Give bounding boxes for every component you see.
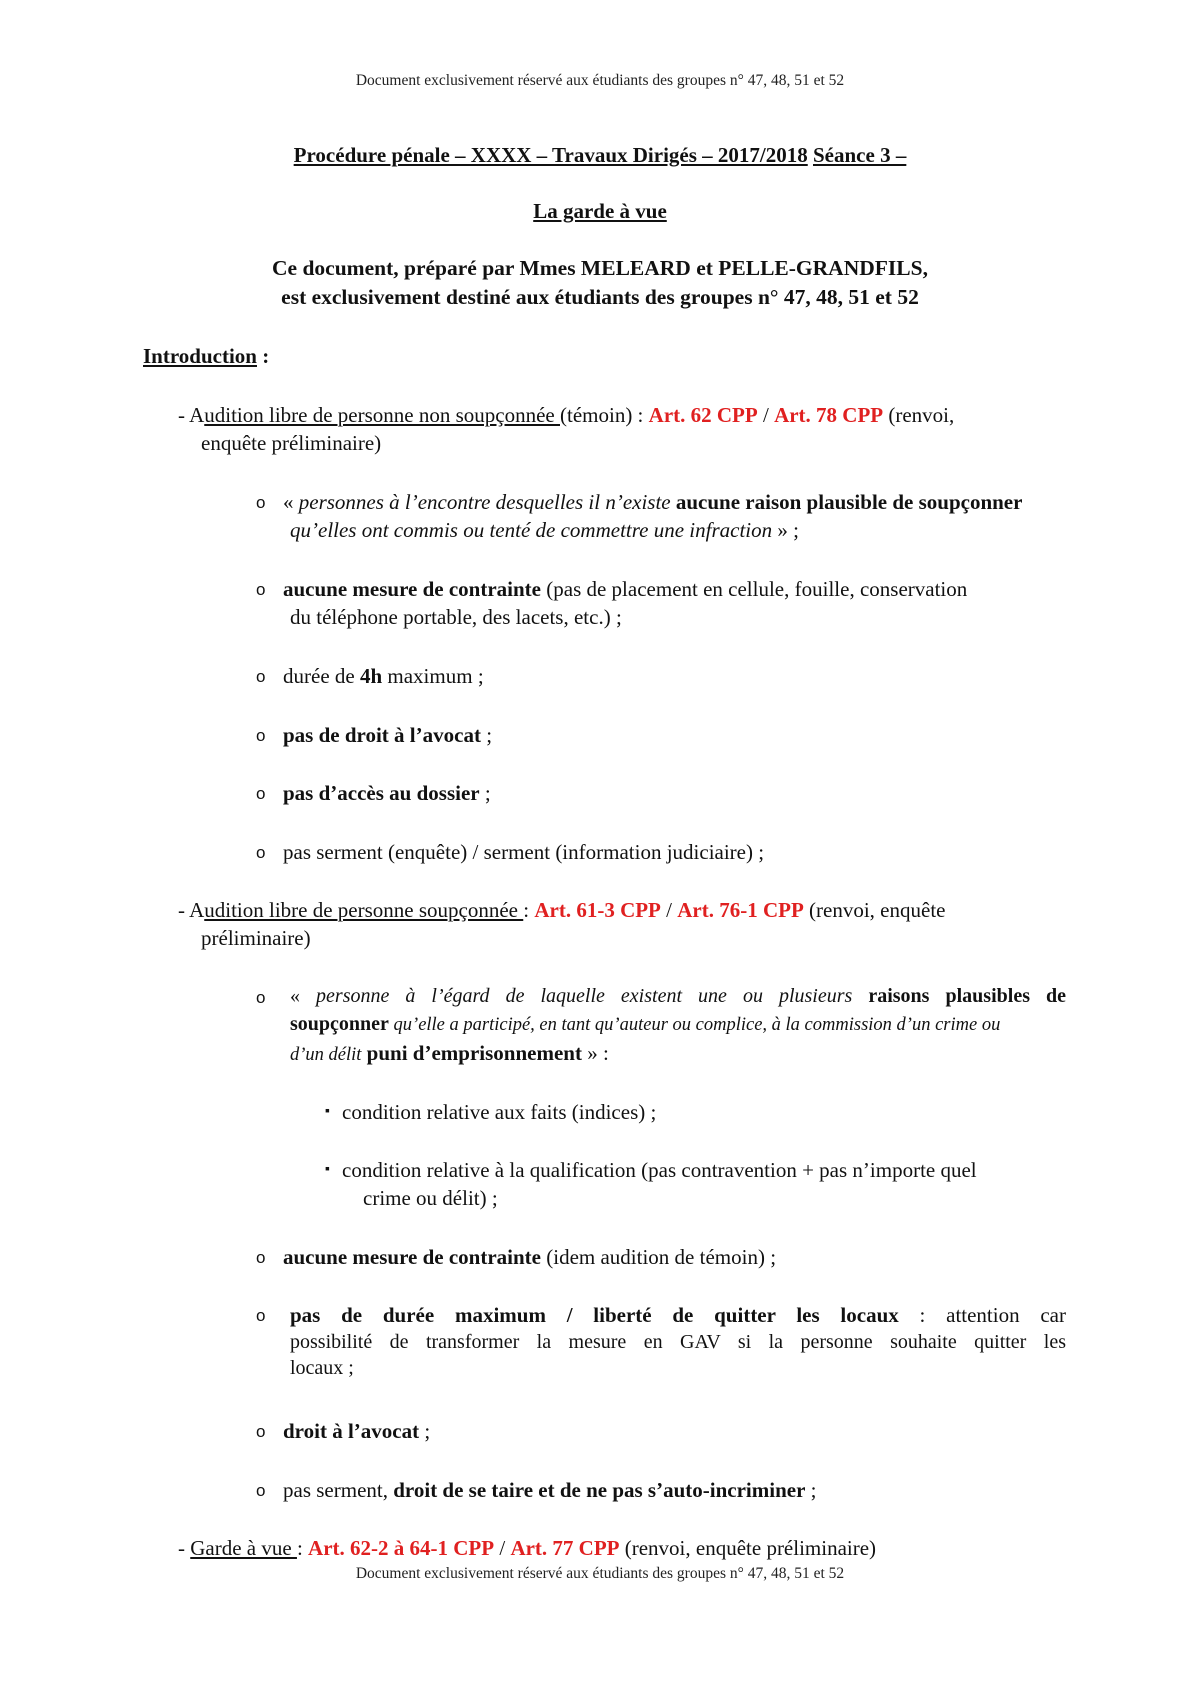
section-3-heading: - Garde à vue : Art. 62-2 à 64-1 CPP / Art. 77 CPP (renvoi, enquête préliminaire) xyxy=(178,1536,877,1560)
article-link: Art. 76-1 CPP xyxy=(677,898,804,922)
page-footer: Document exclusivement réservé aux étudiants des groupes n° 47, 48, 51 et 52 xyxy=(355,1565,845,1582)
document-subtitle: La garde à vue xyxy=(533,199,667,223)
list-item: o pas de durée maximum / liberté de quitter les locaux : attention car possibilité de transformer la mesure en GAV si la personne souhaite quitter les locaux ; xyxy=(256,1303,1066,1379)
circle-bullet-icon: o xyxy=(256,1481,266,1500)
square-bullet-icon: ▪ xyxy=(325,1104,330,1119)
list-item: o durée de 4h maximum ; xyxy=(256,664,484,688)
section-2-heading-cont: préliminaire) xyxy=(201,926,311,950)
circle-bullet-icon: o xyxy=(256,1306,266,1325)
list-item: o pas serment (enquête) / serment (information judiciaire) ; xyxy=(256,840,765,864)
intro-heading: Introduction : xyxy=(143,344,270,368)
list-item: o pas d’accès au dossier ; xyxy=(256,781,491,805)
circle-bullet-icon: o xyxy=(256,988,266,1007)
circle-bullet-icon: o xyxy=(256,667,266,686)
page-header: Document exclusivement réservé aux étudiants des groupes n° 47, 48, 51 et 52 xyxy=(355,72,845,89)
article-link: Art. 78 CPP xyxy=(774,403,884,427)
list-item: o droit à l’avocat ; xyxy=(256,1419,431,1443)
circle-bullet-icon: o xyxy=(256,493,266,512)
section-1-heading-cont: enquête préliminaire) xyxy=(201,431,382,455)
circle-bullet-icon: o xyxy=(256,843,266,862)
article-link: Art. 61-3 CPP xyxy=(534,898,661,922)
list-item: ▪ condition relative aux faits (indices) ; xyxy=(325,1100,657,1124)
list-item: ▪ condition relative à la qualification (pas contravention + pas n’importe quel crime ou délit) ; xyxy=(325,1158,977,1210)
list-item: o pas serment, droit de se taire et de ne pas s’auto-incriminer ; xyxy=(256,1478,817,1502)
title-course: Procédure pénale – XXXX – Travaux Dirigés – 2017/2018 xyxy=(293,143,808,167)
circle-bullet-icon: o xyxy=(256,784,266,803)
square-bullet-icon: ▪ xyxy=(325,1162,330,1177)
list-item: o aucune mesure de contrainte (pas de placement en cellule, fouille, conservation du téléphone portable, des lacets, etc.) ; xyxy=(256,577,968,629)
circle-bullet-icon: o xyxy=(256,1248,266,1267)
section-2-heading: - Audition libre de personne soupçonnée : Art. 61-3 CPP / Art. 76-1 CPP (renvoi, enquête xyxy=(178,898,946,922)
circle-bullet-icon: o xyxy=(256,580,266,599)
title-session: Séance 3 – xyxy=(813,143,907,167)
article-link: Art. 77 CPP xyxy=(510,1536,620,1560)
document-title xyxy=(0,143,1200,168)
list-item: o « personnes à l’encontre desquelles il n’existe aucune raison plausible de soupçonner qu’elles ont commis ou tenté de commettre une infraction » ; xyxy=(256,490,1023,542)
note-line-1: Ce document, préparé par Mmes MELEARD et PELLE-GRANDFILS, xyxy=(272,256,928,280)
circle-bullet-icon: o xyxy=(256,1422,266,1441)
section-1-heading: - Audition libre de personne non soupçonnée (témoin) : Art. 62 CPP / Art. 78 CPP (renvoi, xyxy=(178,403,955,427)
note-line-2: est exclusivement destiné aux étudiants des groupes n° 47, 48, 51 et 52 xyxy=(281,285,919,309)
article-link: Art. 62-2 à 64-1 CPP xyxy=(308,1536,495,1560)
list-item: o « personne à l’égard de laquelle existent une ou plusieurs raisons plausibles de soupçonner qu’elle a participé, en tant qu’auteur ou complice, à la commission d’un crime ou d’un délit puni d’emprisonnement » : xyxy=(256,985,1066,1065)
article-link: Art. 62 CPP xyxy=(648,403,758,427)
list-item: o aucune mesure de contrainte (idem audition de témoin) ; xyxy=(256,1245,777,1269)
list-item: o pas de droit à l’avocat ; xyxy=(256,723,493,747)
circle-bullet-icon: o xyxy=(256,726,266,745)
